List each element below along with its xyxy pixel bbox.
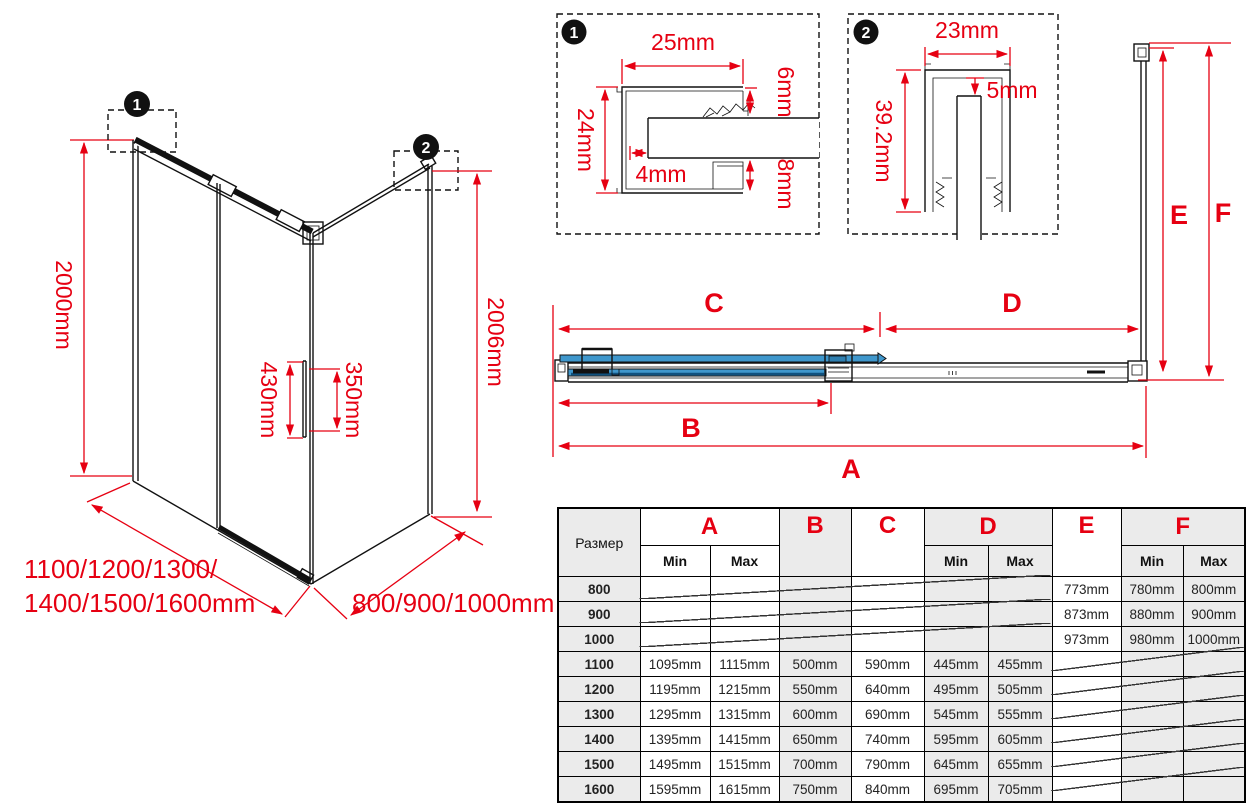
table-header-f-min: Min — [1121, 546, 1183, 577]
table-row: 1600 1595mm 1615mm 750mm 840mm 695mm 705mm — [558, 777, 1245, 803]
plan-dim-d-label: D — [1002, 288, 1022, 318]
detail-2-section — [848, 14, 1058, 240]
iso-height-right-label: 2006mm — [483, 297, 509, 387]
detail-marker-1-number: 1 — [132, 97, 142, 114]
plan-dim-e-label: E — [1169, 200, 1189, 230]
iso-width-options-line2: 1400/1500/1600mm — [24, 588, 256, 618]
plan-dim-b-label: B — [681, 413, 701, 443]
isometric-view — [24, 91, 554, 619]
detail-2-height-label: 39.2mm — [871, 99, 897, 183]
detail-1-wall-label: 4mm — [635, 161, 687, 187]
table-header-a-min: Min — [640, 546, 710, 577]
table-row: 1000 973mm 980mm 1000mm — [558, 627, 1245, 652]
detail-1-width-label: 25mm — [651, 29, 715, 55]
plan-dim-f-label: F — [1214, 198, 1232, 228]
table-row: 1500 1495mm 1515mm 700mm 790mm 645mm 655mm — [558, 752, 1245, 777]
table-header-size: Размер — [558, 508, 640, 577]
plan-dim-c-label: C — [704, 288, 724, 318]
table-header-a-max: Max — [710, 546, 779, 577]
iso-width-options-line1: 1100/1200/1300/ — [24, 554, 218, 584]
iso-height-left-label: 2000mm — [51, 260, 77, 350]
table-row: 1100 1095mm 1115mm 500mm 590mm 445mm 455mm — [558, 652, 1245, 677]
plan-dim-a-label: A — [841, 454, 861, 484]
detail-1-section — [557, 14, 819, 234]
table-header-d: D — [924, 508, 1052, 546]
detail-1-number: 1 — [569, 25, 579, 42]
table-header-f: F — [1121, 508, 1245, 546]
detail-2-number: 2 — [861, 25, 871, 42]
iso-depth-options: 800/900/1000mm — [352, 588, 555, 618]
iso-handle-cutout-label: 350mm — [341, 361, 367, 439]
detail-2-width-label: 23mm — [935, 17, 999, 43]
detail-marker-2-number: 2 — [421, 140, 431, 157]
table-header-c: C — [851, 508, 924, 577]
iso-handle-height-label: 430mm — [256, 361, 282, 439]
table-row: 1300 1295mm 1315mm 600mm 690mm 545mm 555mm — [558, 702, 1245, 727]
table-row: 900 873mm 880mm 900mm — [558, 602, 1245, 627]
detail-2-gap-label: 5mm — [986, 77, 1038, 103]
detail-1-bottom-gap-label: 8mm — [773, 158, 799, 210]
table-row: 800 773mm 780mm 800mm — [558, 577, 1245, 602]
table-header-d-max: Max — [988, 546, 1052, 577]
table-row: 1200 1195mm 1215mm 550mm 640mm 495mm 505mm — [558, 677, 1245, 702]
table-header-e: E — [1052, 508, 1121, 577]
table-row: 1400 1395mm 1415mm 650mm 740mm 595mm 605mm — [558, 727, 1245, 752]
table-header-f-max: Max — [1183, 546, 1245, 577]
detail-1-height-label: 24mm — [573, 108, 599, 172]
table-header-d-min: Min — [924, 546, 988, 577]
detail-1-top-gap-label: 6mm — [773, 66, 799, 118]
table-header-a: A — [640, 508, 779, 546]
size-table — [557, 507, 1244, 803]
table-header-b: B — [779, 508, 851, 577]
